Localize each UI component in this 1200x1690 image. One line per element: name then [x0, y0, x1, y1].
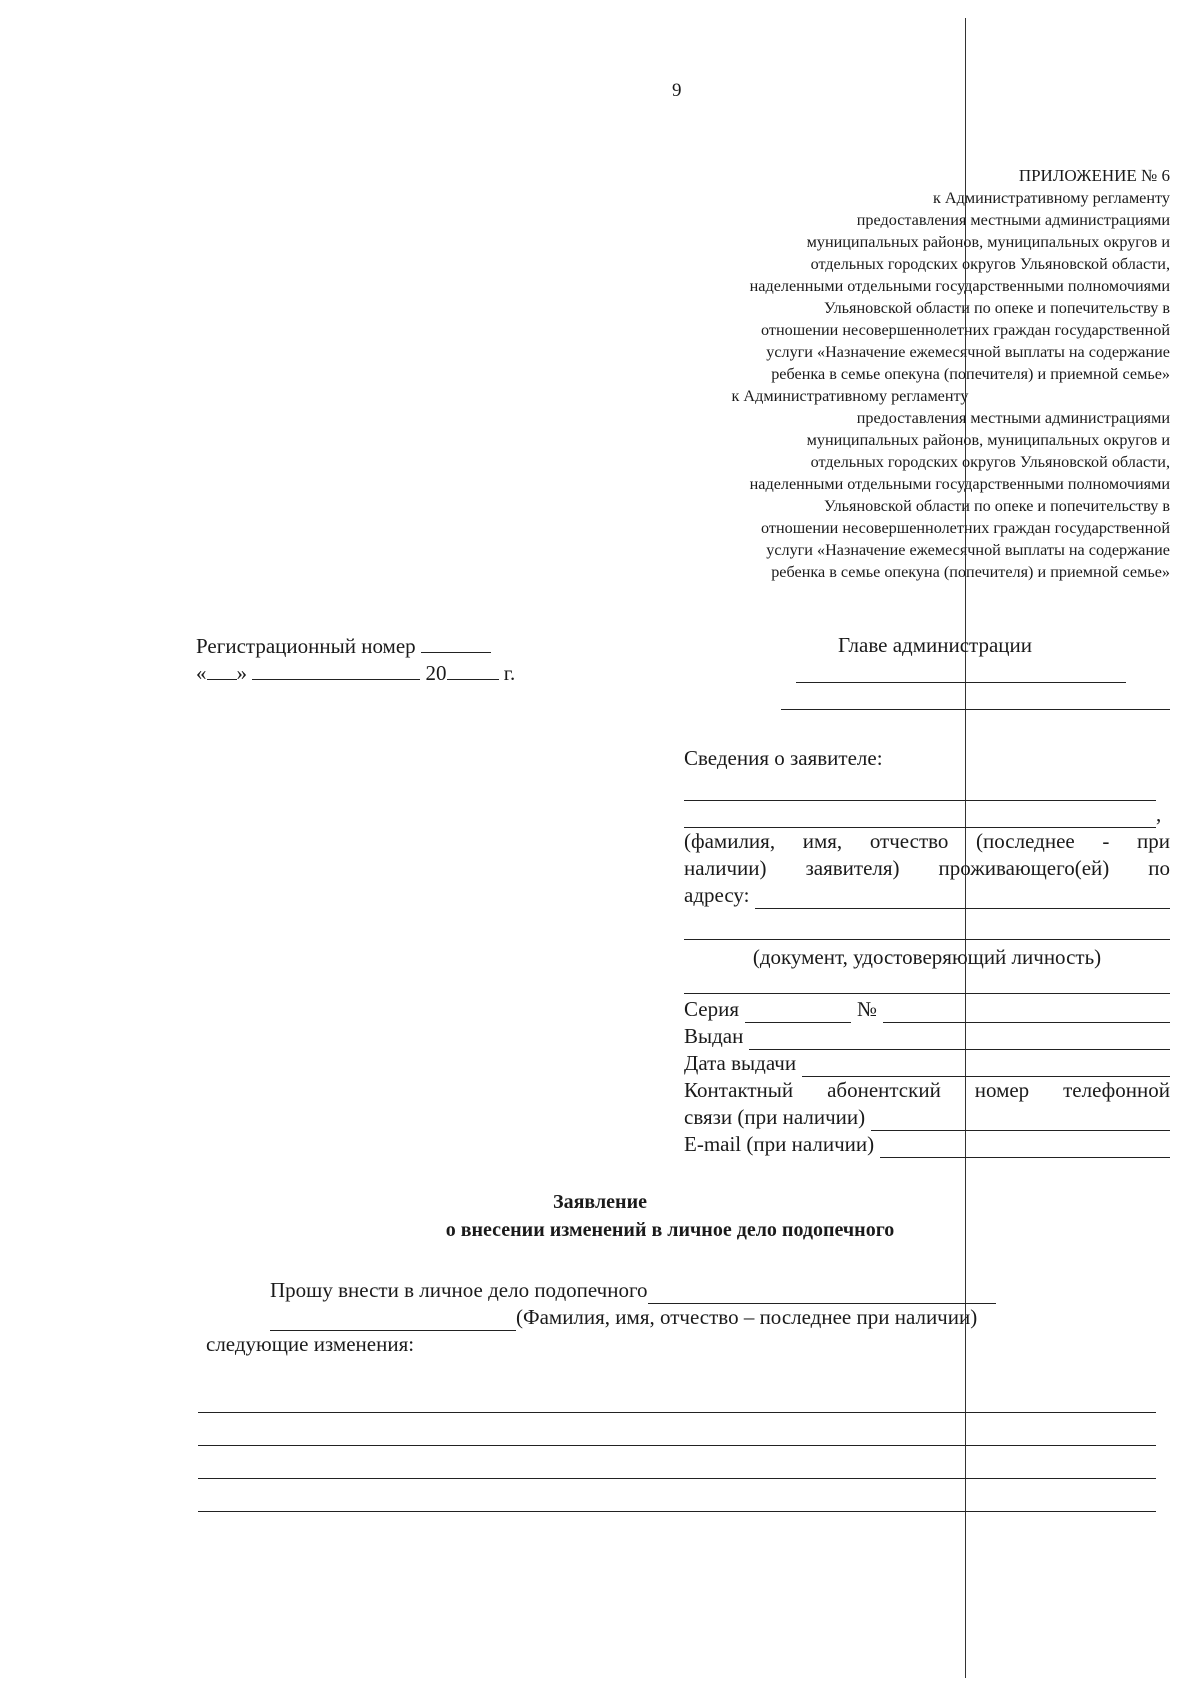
- series-label: Серия: [684, 997, 739, 1021]
- applicant-block: [684, 745, 1170, 1158]
- comma: ,: [1156, 802, 1162, 826]
- changes-field[interactable]: [198, 1380, 1156, 1413]
- statement-subtitle: о внесении изменений в личное дело подопечного: [445, 1219, 895, 1241]
- fio-note-line: (фамилия, имя, отчество (последнее - при: [684, 829, 1170, 853]
- request-text: Прошу внести в личное дело подопечного: [270, 1278, 648, 1302]
- email-label: E-mail (при наличии): [684, 1132, 875, 1156]
- phone-label-cont: связи (при наличии): [684, 1105, 866, 1129]
- document-number-field[interactable]: [883, 1002, 1170, 1023]
- appendix-line: к Административному регламенту: [731, 387, 969, 405]
- appendix-block: [610, 165, 1170, 583]
- changes-field[interactable]: [198, 1446, 1156, 1479]
- statement-heading: [0, 1188, 1200, 1244]
- document-field[interactable]: [684, 971, 1170, 994]
- series-field[interactable]: [745, 1002, 851, 1023]
- appendix-line: ребенка в семье опекуна (попечителя) и приемной семье»: [771, 365, 1170, 383]
- registration-number-field[interactable]: [421, 634, 491, 653]
- appendix-line: наделенными отдельными государственными полномочиями: [749, 277, 1170, 295]
- year-suffix: г.: [503, 661, 516, 685]
- appendix-line: предоставления местными администрациями: [856, 409, 1170, 427]
- appendix-line: отдельных городских округов Ульяновской области,: [810, 255, 1170, 273]
- appendix-line: наделенными отдельными государственными полномочиями: [749, 475, 1170, 493]
- appendix-line: отношении несовершеннолетних граждан государственной: [760, 321, 1170, 339]
- address-label: адресу:: [684, 883, 750, 907]
- phone-field[interactable]: [871, 1110, 1170, 1131]
- registration-number-label: Регистрационный номер: [196, 634, 416, 658]
- ward-name-field-2[interactable]: [270, 1310, 516, 1331]
- appendix-line: услуги «Назначение ежемесячной выплаты на содержание: [766, 541, 1170, 559]
- appendix-line: предоставления местными администрациями: [856, 211, 1170, 229]
- issued-by-field[interactable]: [749, 1029, 1170, 1050]
- appendix-heading: ПРИЛОЖЕНИЕ № 6: [1018, 166, 1170, 185]
- date-close-quote: »: [236, 661, 247, 685]
- appendix-line: муниципальных районов, муниципальных округов и: [806, 431, 1170, 449]
- addressee-name-field[interactable]: [796, 658, 1126, 683]
- appendix-line: Ульяновской области по опеке и попечительству в: [823, 497, 1170, 515]
- appendix-line: к Административному регламенту: [932, 189, 1170, 207]
- addressee-block: [680, 633, 1170, 710]
- fio-hint: (Фамилия, имя, отчество – последнее при наличии): [516, 1305, 978, 1329]
- statement-title: Заявление: [553, 1191, 647, 1213]
- appendix-line: услуги «Назначение ежемесячной выплаты на содержание: [766, 343, 1170, 361]
- fio-note-line: наличии) заявителя) проживающего(ей) по: [684, 856, 1170, 880]
- addressee-org-field[interactable]: [781, 683, 1170, 710]
- document-note: (документ, удостоверяющий личность): [752, 945, 1102, 969]
- appendix-line: отношении несовершеннолетних граждан государственной: [760, 519, 1170, 537]
- number-label: №: [856, 997, 878, 1021]
- issue-date-label: Дата выдачи: [684, 1051, 797, 1075]
- date-open-quote: «: [196, 661, 207, 685]
- changes-lines: [198, 1380, 1156, 1512]
- appendix-line: Ульяновской области по опеке и попечительству в: [823, 299, 1170, 317]
- changes-field[interactable]: [198, 1479, 1156, 1512]
- phone-label: Контактный абонентский номер телефонной: [684, 1078, 1170, 1102]
- issue-date-field[interactable]: [802, 1056, 1170, 1077]
- changes-label: следующие изменения:: [206, 1332, 415, 1356]
- applicant-name-field[interactable]: [684, 772, 1156, 801]
- address-field[interactable]: [755, 888, 1170, 909]
- appendix-line: муниципальных районов, муниципальных округов и: [806, 233, 1170, 251]
- addressee-title: Главе администрации: [837, 633, 1033, 657]
- issued-label: Выдан: [684, 1024, 744, 1048]
- applicant-name-field-2[interactable]: [684, 801, 1156, 828]
- changes-field[interactable]: [198, 1413, 1156, 1446]
- date-day-field[interactable]: [207, 661, 237, 680]
- email-field[interactable]: [880, 1137, 1170, 1158]
- ward-name-field[interactable]: [648, 1283, 996, 1304]
- appendix-line: ребенка в семье опекуна (попечителя) и приемной семье»: [771, 563, 1170, 581]
- appendix-line: отдельных городских округов Ульяновской области,: [810, 453, 1170, 471]
- page-number: 9: [672, 80, 682, 101]
- year-prefix: 20: [425, 661, 447, 685]
- address-field-2[interactable]: [684, 909, 1170, 940]
- registration-block: [196, 633, 515, 687]
- request-block: [196, 1277, 1166, 1358]
- date-month-field[interactable]: [252, 661, 420, 680]
- date-year-field[interactable]: [447, 661, 499, 680]
- applicant-label: Сведения о заявителе:: [684, 746, 883, 770]
